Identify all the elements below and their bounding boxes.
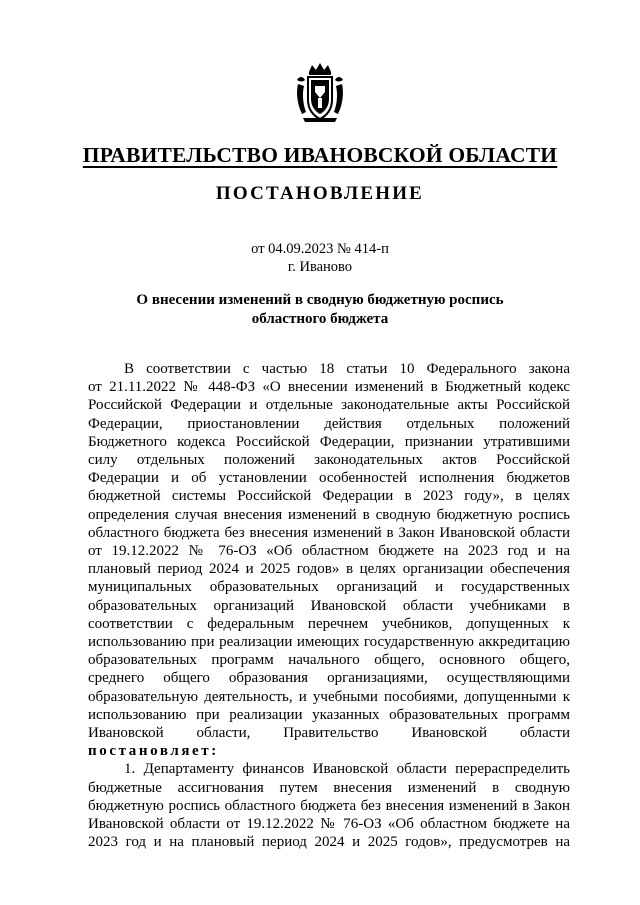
body-line: бюджетной системы Российской Федерации в 2023 году», в целях [88, 488, 570, 505]
item1-line: бюджетную роспись областного бюджета без внесения изменений в Закон [88, 797, 570, 814]
body-line: силу отдельных положений законодательных актов Российской [88, 452, 570, 469]
document-subject-line-1: О внесении изменений в сводную бюджетную роспись [136, 292, 504, 308]
coat-of-arms-icon [295, 62, 345, 124]
body-line: Российской Федерации и отдельные законодательные акты Российской [88, 397, 570, 414]
item1-line: 2023 год и на плановый период 2024 и 2025 годов», предусмотрев на [88, 834, 570, 851]
body-line: среднего общего образования организациями, осуществляющими [88, 670, 570, 687]
body-line: Ивановской области, Правительство Ивановской области [88, 725, 570, 742]
body-line: муниципальных образовательных организаций и государственных [88, 579, 570, 596]
body-line: Федерации, приостановлении действия отдельных положений [88, 415, 570, 432]
resolves-word [88, 742, 570, 760]
item1-line: Ивановской области от 19.12.2022 № 76-ОЗ «Об областном бюджете на [88, 816, 570, 833]
body-line: плановый период 2024 и 2025 годов» в целях организации обеспечения [88, 561, 570, 578]
government-title: ПРАВИТЕЛЬСТВО ИВАНОВСКОЙ ОБЛАСТИ [82, 143, 558, 167]
body-line: образовательных программ начального общего, основного общего, [88, 652, 570, 669]
document-type: ПОСТАНОВЛЕНИЕ [215, 183, 425, 204]
item1-line: бюджетные ассигнования путем внесения изменений в сводную [88, 779, 570, 796]
document-date-number: от 04.09.2023 № 414-п [251, 241, 389, 257]
body-line: соответствии с федеральным перечнем учебников, допущенных к [88, 615, 570, 632]
document-body [88, 360, 570, 851]
body-line: использованию при реализации имеющих государственную аккредитацию [88, 634, 570, 651]
body-line: от 19.12.2022 № 76-ОЗ «Об областном бюджете на 2023 год и на [88, 543, 570, 560]
body-line: В соответствии с частью 18 статьи 10 Федерального закона [124, 361, 570, 377]
item1-line: 1. Департаменту финансов Ивановской области перераспределить [124, 761, 570, 778]
body-line: Бюджетного кодекса Российской Федерации, признании утратившими [88, 433, 570, 450]
document-city: г. Иваново [287, 259, 353, 275]
resolves-label: постановляет: [88, 743, 219, 760]
body-line: Федерации и об установлении особенностей исполнения бюджетов [88, 470, 570, 487]
body-line: образовательных организаций Ивановской области учебниками в [88, 597, 570, 614]
body-line: образовательную деятельность, и учебными пособиями, допущенными к [88, 688, 570, 705]
body-line: от 21.11.2022 № 448-ФЗ «О внесении изменений в Бюджетный кодекс [88, 379, 570, 396]
body-line: определения случая внесения изменений в сводную бюджетную роспись [88, 506, 570, 523]
document-subject-line-2: областного бюджета [251, 311, 389, 327]
body-line: областного бюджета без внесения изменений в Закон Ивановской области [88, 524, 570, 541]
body-line: использованию при реализации указанных образовательных программ [88, 706, 570, 723]
